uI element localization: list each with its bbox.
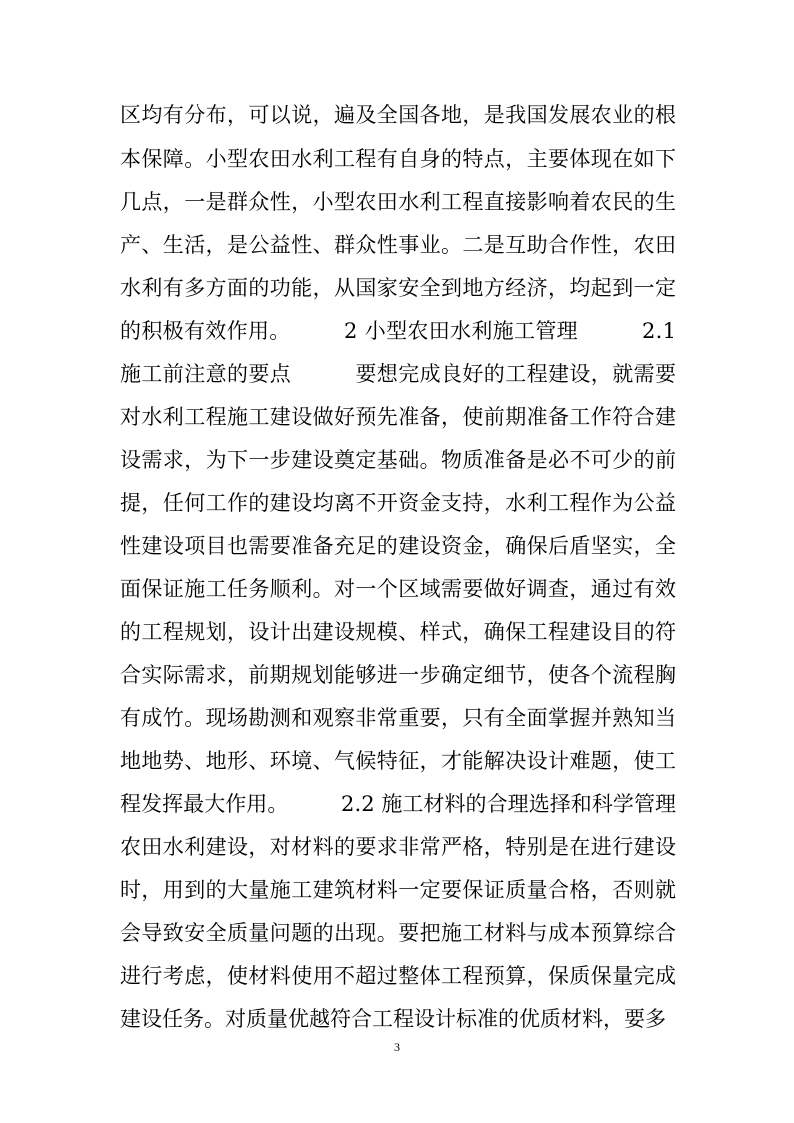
body-text-line: 农田水利建设，对材料的要求非常严格，特别是在进行建设	[120, 835, 677, 859]
page-number: 3	[394, 1040, 400, 1054]
body-text-line: 性建设项目也需要准备充足的建设资金，确保后盾坚实，全	[120, 534, 677, 558]
body-text-line: 本保障。小型农田水利工程有自身的特点，主要体现在如下	[120, 147, 677, 171]
body-text-line: 的积极有效作用。 2 小型农田水利施工管理 2.1	[120, 319, 677, 343]
body-text-line: 建设任务。对质量优越符合工程设计标准的优质材料，要多	[120, 1007, 666, 1031]
body-text-line: 有成竹。现场勘测和观察非常重要，只有全面掌握并熟知当	[120, 706, 677, 730]
body-text-line: 提，任何工作的建设均离不开资金支持，水利工程作为公益	[120, 491, 677, 515]
body-text-line: 面保证施工任务顺利。对一个区域需要做好调查，通过有效	[120, 577, 677, 601]
body-text-line: 设需求，为下一步建设奠定基础。物质准备是必不可少的前	[120, 448, 677, 472]
body-text-line: 程发挥最大作用。 2.2 施工材料的合理选择和科学管理	[120, 792, 677, 816]
body-text-line: 时，用到的大量施工建筑材料一定要保证质量合格，否则就	[120, 878, 677, 902]
body-text-line: 对水利工程施工建设做好预先准备，使前期准备工作符合建	[120, 405, 677, 429]
body-text-line: 区均有分布，可以说，遍及全国各地，是我国发展农业的根	[120, 103, 677, 127]
body-text-line: 合实际需求，前期规划能够进一步确定细节，使各个流程胸	[120, 663, 677, 687]
body-text-line: 施工前注意的要点 要想完成良好的工程建设，就需要	[120, 362, 677, 386]
body-text-line: 会导致安全质量问题的出现。要把施工材料与成本预算综合	[120, 921, 677, 945]
body-text-line: 产、生活，是公益性、群众性事业。二是互助合作性，农田	[120, 233, 677, 257]
body-text-line: 进行考虑，使材料使用不超过整体工程预算，保质保量完成	[120, 964, 677, 988]
body-text-line: 几点，一是群众性，小型农田水利工程直接影响着农民的生	[120, 190, 677, 214]
body-text-line: 的工程规划，设计出建设规模、样式，确保工程建设目的符	[120, 620, 677, 644]
body-text-line: 水利有多方面的功能，从国家安全到地方经济，均起到一定	[120, 276, 677, 300]
body-text-line: 地地势、地形、环境、气候特征，才能解决设计难题，使工	[120, 749, 677, 773]
